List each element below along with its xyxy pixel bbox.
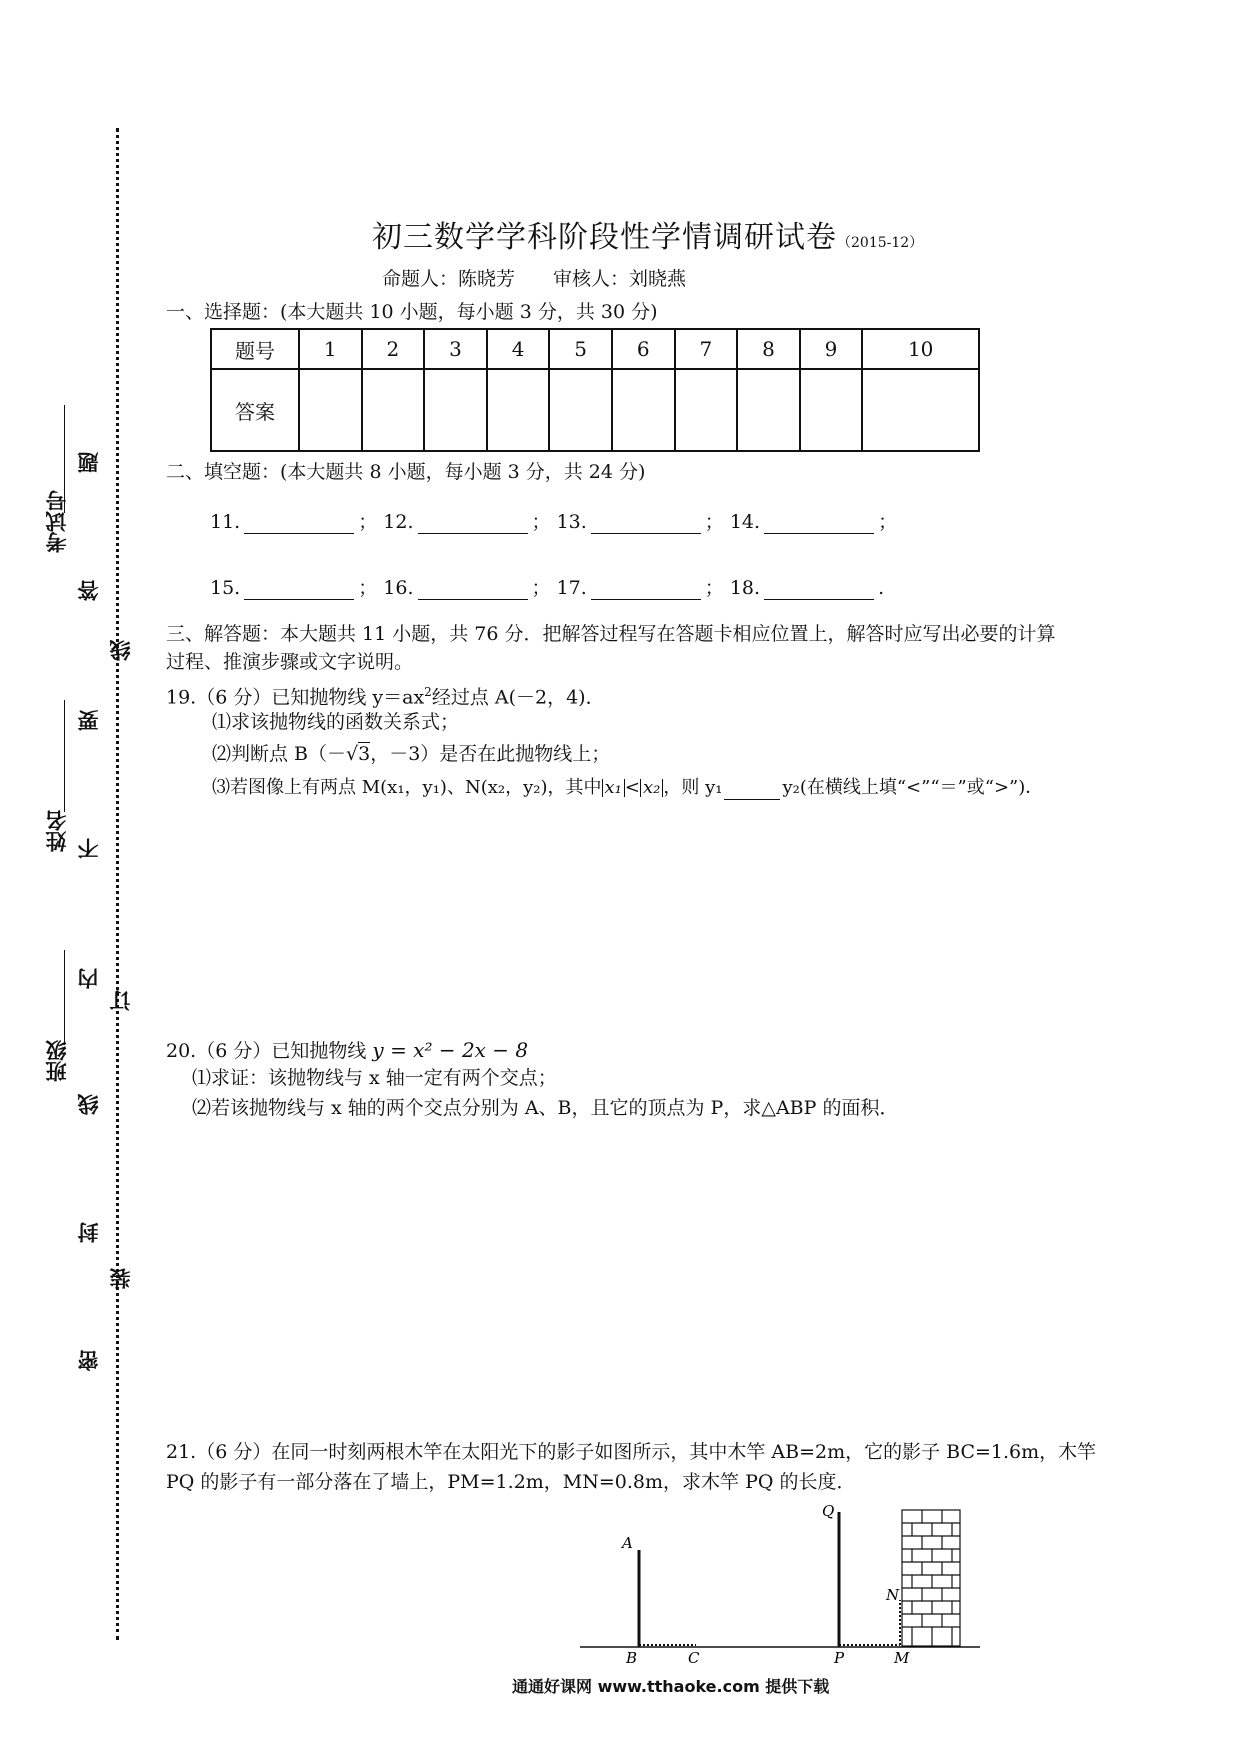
section2-heading: 二、填空题：(本大题共 8 小题，每小题 3 分，共 24 分) [166,461,646,483]
table-header-cell: 5 [549,329,612,369]
fill-item-number: 16. [383,577,414,599]
fill-item-number: 17. [556,577,587,599]
label-n: N [886,1586,900,1604]
exam-number-label: 考试号 [45,490,69,553]
fill-blank-row-1: 11. ； 12. ； 13. ； 14. ； [210,511,898,533]
answer-label-cell: 答案 [211,369,299,451]
q21-line1: 21.（6 分）在同一时刻两根木竿在太阳光下的影子如图所示，其中木竿 AB=2m，它的影子 BC=1.6m，木竿 [166,1441,1097,1463]
fill-blank-13[interactable] [591,515,701,534]
brick-wall [902,1510,960,1646]
q20-part1: ⑴求证：该抛物线与 x 轴一定有两个交点； [192,1067,557,1089]
q19-part2: ⑵判断点 B（－√3，－3）是否在此抛物线上； [212,743,611,765]
table-header-cell: 题号 [211,329,299,369]
label-p: P [834,1649,845,1665]
q19-compare-blank[interactable] [724,781,780,800]
name-label: 姓名 [45,810,69,852]
sqrt-symbol: √ [346,743,359,765]
answer-table [210,328,980,452]
table-header-cell: 4 [487,329,550,369]
answer-cell[interactable] [487,369,550,451]
seal-char: 装 [109,1268,133,1289]
fill-blank-15[interactable] [244,581,354,600]
label-m: M [894,1649,910,1665]
fill-item-number: 14. [729,511,761,533]
answer-cell[interactable] [862,369,979,451]
exam-number-blank [64,405,65,513]
footer-source: 通通好课网 www.tthaoke.com 提供下载 [512,1677,830,1696]
q20-part2: ⑵若该抛物线与 x 轴的两个交点分别为 A、B，且它的顶点为 P，求△ABP 的面积． [192,1097,899,1119]
answer-cell[interactable] [612,369,675,451]
answer-table-answer-row [211,369,979,451]
title-text: 初三数学学科阶段性学情调研试卷 [372,220,837,255]
name-blank [64,700,65,812]
seal-char: 订 [109,990,133,1011]
fill-blank-17[interactable] [591,581,701,600]
seal-char: 密 [77,1350,101,1371]
table-header-cell: 10 [862,329,979,369]
fill-item-number: 18. [729,577,761,599]
answer-cell[interactable] [800,369,863,451]
table-header-cell: 8 [737,329,800,369]
q20-stem: 20.（6 分）已知抛物线 y = x² − 2x − 8 [166,1038,529,1062]
q19-stem: 19.（6 分）已知抛物线 $y=ax^2$经过点 A(－2，4)． [166,685,605,709]
table-header-cell: 1 [299,329,362,369]
table-header-cell: 2 [362,329,425,369]
label-c: C [688,1649,700,1665]
section1-heading: 一、选择题：(本大题共 10 小题，每小题 3 分，共 30 分) [166,301,658,323]
fill-blank-18[interactable] [764,581,874,600]
fill-item-number: 15. [210,577,241,599]
answer-cell[interactable] [362,369,425,451]
fill-blank-12[interactable] [418,515,528,534]
fill-blank-16[interactable] [418,581,528,600]
fill-blank-11[interactable] [244,515,354,534]
q21-figure [560,1500,1000,1665]
seal-char: 线 [109,640,133,661]
answer-cell[interactable] [424,369,487,451]
fill-item-number: 11. [210,511,241,533]
table-header-cell: 9 [800,329,863,369]
q21-line2: PQ 的影子有一部分落在了墙上，PM=1.2m，MN=0.8m，求木竿 PQ 的长度． [166,1471,856,1493]
seal-char: 题 [77,452,101,473]
page-title [372,212,923,256]
title-date: （2015-12） [837,235,924,251]
seal-char: 不 [77,838,101,859]
seal-char: 线 [77,1094,101,1115]
q19-part3: ⑶若图像上有两点 M(x₁，y₁)、N(x₂，y₂)，其中 x₁ < x₂ ，则 y₁ y₂(在横线上填“<”“＝”或“>”)． [212,777,1044,798]
table-header-cell: 7 [675,329,738,369]
answer-cell[interactable] [549,369,612,451]
seal-char: 答 [77,580,101,601]
fill-item-number: 13. [556,511,587,533]
class-label: 班级 [45,1040,69,1082]
fill-blank-row-2: 15. ； 16. ； 17. ； 18. . [210,577,885,599]
label-q: Q [822,1502,835,1520]
label-a: A [622,1534,633,1552]
section3-heading-line2: 过程、推演步骤或文字说明。 [166,651,414,673]
seal-char: 内 [77,968,101,989]
answer-cell[interactable] [675,369,738,451]
answer-cell[interactable] [737,369,800,451]
section3-heading-line1: 三、解答题：本大题共 11 小题，共 76 分．把解答过程写在答题卡相应位置上，解答时应写出必要的计算 [166,623,1056,645]
answer-table-header-row [211,329,979,369]
fill-blank-14[interactable] [764,515,874,534]
label-b: B [626,1649,638,1665]
binding-dotted-line [116,128,119,1640]
authors-line: 命题人：陈晓芳 审核人：刘晓燕 [382,268,687,290]
table-header-cell: 6 [612,329,675,369]
table-header-cell: 3 [424,329,487,369]
class-blank [64,950,65,1045]
answer-cell[interactable] [299,369,362,451]
seal-char: 要 [77,710,101,731]
seal-char: 封 [77,1222,101,1243]
q20-equation: y = x² − 2x − 8 [372,1038,529,1062]
q19-part1: ⑴求该抛物线的函数关系式； [212,711,460,733]
fill-item-number: 12. [383,511,414,533]
